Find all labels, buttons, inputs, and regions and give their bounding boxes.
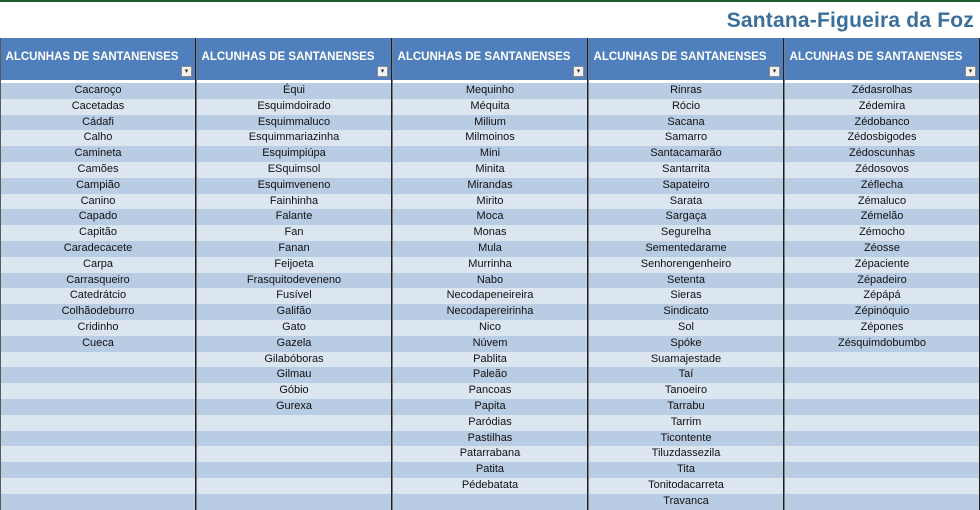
table-cell[interactable]: Zépadeiro — [785, 273, 979, 289]
page-title: Santana-Figueira da Foz — [726, 9, 974, 32]
table-cell[interactable]: Sol — [589, 320, 783, 336]
table-cell[interactable]: Tonitodacarreta — [589, 478, 783, 494]
column-header-label: ALCUNHAS DE SANTANENSES — [201, 51, 375, 63]
table-cell[interactable] — [1, 415, 195, 431]
table-cell[interactable]: Sacana — [589, 115, 783, 131]
table-cell[interactable]: Zémocho — [785, 225, 979, 241]
table-cell[interactable]: Tarrabu — [589, 399, 783, 415]
table-cell[interactable]: Suamajestade — [589, 352, 783, 368]
table-cell[interactable]: Carpa — [1, 257, 195, 273]
table-cell[interactable] — [197, 462, 391, 478]
table-cell[interactable]: Capitão — [1, 225, 195, 241]
column-header-label: ALCUNHAS DE SANTANENSES — [5, 51, 179, 63]
table-cell[interactable]: Zédobanco — [785, 115, 979, 131]
table-cell[interactable]: Taí — [589, 367, 783, 383]
table-cell[interactable]: Fusível — [197, 288, 391, 304]
table-cell[interactable]: Góbio — [197, 383, 391, 399]
table-cell[interactable] — [1, 399, 195, 415]
table-column — [196, 38, 392, 510]
table-cell[interactable]: Mini — [393, 146, 587, 162]
table-cell[interactable]: Méquita — [393, 99, 587, 115]
table-cell[interactable]: Papita — [393, 399, 587, 415]
table-cell[interactable]: Minita — [393, 162, 587, 178]
column-header — [589, 38, 783, 81]
table-cell[interactable] — [1, 478, 195, 494]
table-cell[interactable]: Esquimveneno — [197, 178, 391, 194]
table-cell[interactable] — [785, 446, 979, 462]
table-cell[interactable] — [197, 415, 391, 431]
table-cell[interactable]: Capado — [1, 209, 195, 225]
table-cell[interactable]: Necodapeneireira — [393, 288, 587, 304]
table-cell[interactable]: Camões — [1, 162, 195, 178]
table-cell[interactable]: Zédosovos — [785, 162, 979, 178]
table-cell[interactable] — [785, 431, 979, 447]
table-cell[interactable]: Sieras — [589, 288, 783, 304]
table-column — [392, 38, 588, 510]
table-cell[interactable] — [1, 494, 195, 510]
table-cell[interactable]: Esquimpiúpa — [197, 146, 391, 162]
table-cell[interactable]: Zémelão — [785, 209, 979, 225]
column-header-label: ALCUNHAS DE SANTANENSES — [593, 51, 767, 63]
table-cell[interactable]: Fan — [197, 225, 391, 241]
table-cell[interactable]: Frasquitodeveneno — [197, 273, 391, 289]
table-cell[interactable]: Cridinho — [1, 320, 195, 336]
nickname-table — [0, 38, 980, 510]
table-cell[interactable]: Pédebatata — [393, 478, 587, 494]
table-cell[interactable]: Caradecacete — [1, 241, 195, 257]
table-cell[interactable]: Travanca — [589, 494, 783, 510]
table-cell[interactable]: Esquimmaluco — [197, 115, 391, 131]
table-cell[interactable] — [1, 352, 195, 368]
table-cell[interactable] — [785, 383, 979, 399]
table-cell[interactable]: Zémaluco — [785, 194, 979, 210]
table-cell[interactable]: Feijoeta — [197, 257, 391, 273]
table-cell[interactable]: Murrinha — [393, 257, 587, 273]
table-cell[interactable] — [1, 446, 195, 462]
table-cell[interactable] — [1, 383, 195, 399]
filter-dropdown-icon[interactable]: ▾ — [573, 66, 584, 77]
table-cell[interactable]: Carrasqueiro — [1, 273, 195, 289]
filter-dropdown-icon[interactable]: ▾ — [769, 66, 780, 77]
table-cell[interactable]: Sapateiro — [589, 178, 783, 194]
table-cell[interactable] — [785, 367, 979, 383]
table-cell[interactable]: Colhãodeburro — [1, 304, 195, 320]
table-cell[interactable]: Galifão — [197, 304, 391, 320]
table-cell[interactable]: Cádafi — [1, 115, 195, 131]
column-header-label: ALCUNHAS DE SANTANENSES — [397, 51, 571, 63]
table-cell[interactable]: Cueca — [1, 336, 195, 352]
table-cell[interactable]: Patita — [393, 462, 587, 478]
table-cell[interactable]: Paródias — [393, 415, 587, 431]
table-cell[interactable]: Pablita — [393, 352, 587, 368]
table-cell[interactable] — [785, 399, 979, 415]
table-cell[interactable]: Rinras — [589, 83, 783, 99]
table-cell[interactable] — [1, 367, 195, 383]
table-cell[interactable] — [197, 431, 391, 447]
column-header — [393, 38, 587, 81]
top-border — [0, 0, 980, 2]
table-cell[interactable] — [785, 462, 979, 478]
table-cell[interactable]: Zésquimdobumbo — [785, 336, 979, 352]
table-cell[interactable]: Ticontente — [589, 431, 783, 447]
table-cell[interactable]: Catedrátcio — [1, 288, 195, 304]
table-cell[interactable]: Gazela — [197, 336, 391, 352]
table-cell[interactable]: Cacaroço — [1, 83, 195, 99]
table-cell[interactable]: Cacetadas — [1, 99, 195, 115]
table-cell[interactable] — [785, 415, 979, 431]
table-cell[interactable] — [197, 478, 391, 494]
table-cell[interactable] — [785, 478, 979, 494]
table-cell[interactable]: Zéflecha — [785, 178, 979, 194]
table-cell[interactable]: Falante — [197, 209, 391, 225]
table-column — [588, 38, 784, 510]
table-cell[interactable]: Milmoinos — [393, 130, 587, 146]
column-header — [197, 38, 391, 81]
table-cell[interactable] — [1, 431, 195, 447]
table-cell[interactable]: Sindicato — [589, 304, 783, 320]
table-cell[interactable]: Mula — [393, 241, 587, 257]
table-cell[interactable]: Mirito — [393, 194, 587, 210]
column-header — [785, 38, 979, 81]
table-cell[interactable]: Tita — [589, 462, 783, 478]
table-cell[interactable] — [785, 352, 979, 368]
table-cell[interactable]: Zédosbigodes — [785, 130, 979, 146]
table-cell[interactable]: Zépones — [785, 320, 979, 336]
table-cell[interactable]: Necodapereirinha — [393, 304, 587, 320]
table-cell[interactable]: Paleão — [393, 367, 587, 383]
table-cell[interactable]: Moca — [393, 209, 587, 225]
table-cell[interactable]: Mirandas — [393, 178, 587, 194]
filter-dropdown-icon[interactable]: ▾ — [965, 66, 976, 77]
table-column — [784, 38, 980, 510]
filter-dropdown-icon[interactable]: ▾ — [377, 66, 388, 77]
table-cell[interactable]: Zéosse — [785, 241, 979, 257]
table-column — [0, 38, 196, 510]
table-cell[interactable]: Esquimdoirado — [197, 99, 391, 115]
table-cell[interactable]: Monas — [393, 225, 587, 241]
table-cell[interactable]: Núvem — [393, 336, 587, 352]
table-cell[interactable]: Zépápá — [785, 288, 979, 304]
table-cell[interactable]: Pastilhas — [393, 431, 587, 447]
table-cell[interactable]: Tanoeiro — [589, 383, 783, 399]
table-cell[interactable]: Milium — [393, 115, 587, 131]
table-cell[interactable]: Canino — [1, 194, 195, 210]
table-cell[interactable]: Senhorengenheiro — [589, 257, 783, 273]
table-cell[interactable]: Rócio — [589, 99, 783, 115]
table-cell[interactable] — [197, 494, 391, 510]
table-cell[interactable]: Équi — [197, 83, 391, 99]
table-cell[interactable]: Sargaça — [589, 209, 783, 225]
table-cell[interactable]: ESquimsol — [197, 162, 391, 178]
table-cell[interactable]: Campião — [1, 178, 195, 194]
table-cell[interactable]: Gilabóboras — [197, 352, 391, 368]
table-cell[interactable] — [393, 494, 587, 510]
table-cell[interactable]: Fainhinha — [197, 194, 391, 210]
table-cell[interactable]: Nabo — [393, 273, 587, 289]
table-cell[interactable]: Camineta — [1, 146, 195, 162]
column-header — [1, 38, 195, 81]
table-cell[interactable]: Zédasrolhas — [785, 83, 979, 99]
table-cell[interactable]: Gato — [197, 320, 391, 336]
table-cell[interactable]: Tiluzdassezila — [589, 446, 783, 462]
table-cell[interactable]: Esquimmariazinha — [197, 130, 391, 146]
table-cell[interactable]: Gurexa — [197, 399, 391, 415]
table-cell[interactable]: Sarata — [589, 194, 783, 210]
table-cell[interactable] — [785, 494, 979, 510]
table-cell[interactable]: Segurelha — [589, 225, 783, 241]
table-cell[interactable]: Setenta — [589, 273, 783, 289]
column-header-label: ALCUNHAS DE SANTANENSES — [789, 51, 963, 63]
table-cell[interactable]: Spóke — [589, 336, 783, 352]
table-cell[interactable]: Zépaciente — [785, 257, 979, 273]
table-cell[interactable]: Tarrim — [589, 415, 783, 431]
table-cell[interactable]: Samarro — [589, 130, 783, 146]
table-cell[interactable]: Zépinóquio — [785, 304, 979, 320]
table-cell[interactable]: Patarrabana — [393, 446, 587, 462]
table-cell[interactable]: Santarrita — [589, 162, 783, 178]
table-cell[interactable] — [1, 462, 195, 478]
table-cell[interactable]: Santacamarão — [589, 146, 783, 162]
table-cell[interactable]: Pancoas — [393, 383, 587, 399]
table-cell[interactable]: Calho — [1, 130, 195, 146]
table-cell[interactable]: Gilmau — [197, 367, 391, 383]
table-cell[interactable]: Sementedarame — [589, 241, 783, 257]
table-cell[interactable] — [197, 446, 391, 462]
table-cell[interactable]: Zédemira — [785, 99, 979, 115]
table-cell[interactable]: Fanan — [197, 241, 391, 257]
table-cell[interactable]: Mequinho — [393, 83, 587, 99]
table-cell[interactable]: Nico — [393, 320, 587, 336]
table-cell[interactable]: Zédoscunhas — [785, 146, 979, 162]
filter-dropdown-icon[interactable]: ▾ — [181, 66, 192, 77]
